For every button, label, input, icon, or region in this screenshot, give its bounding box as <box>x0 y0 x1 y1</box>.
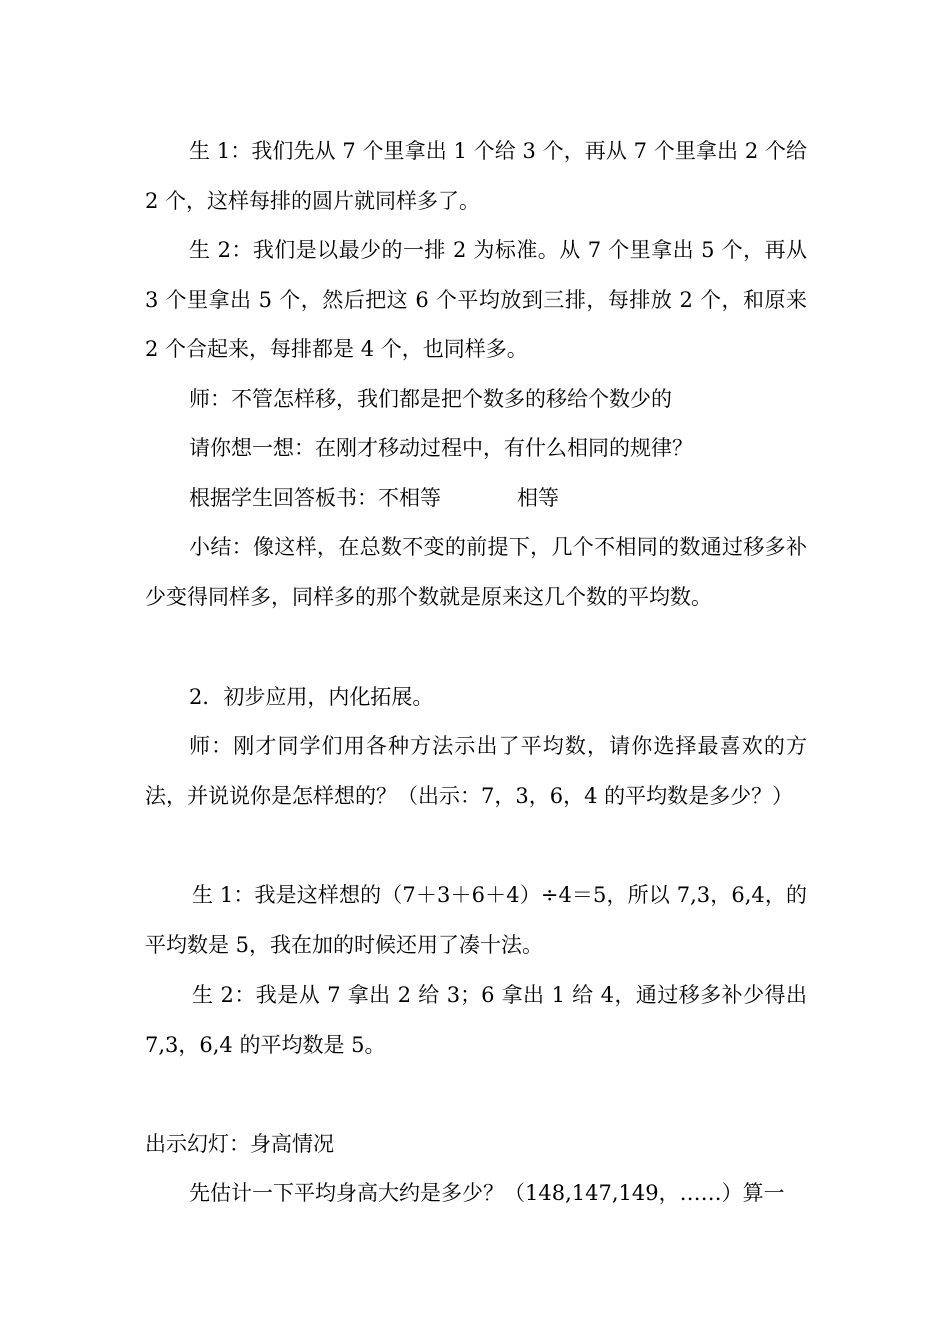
paragraph-question: 请你想一想：在刚才移动过程中，有什么相同的规律？ <box>189 436 693 460</box>
paragraph-student1-answer: 生 1：我是这样想的（7＋3＋6＋4）÷4＝5，所以 7,3，6,4，的平均数是 5，我在加的时候还用了凑十法。 <box>145 883 807 957</box>
paragraph-height-estimate: 先估计一下平均身高大约是多少？（148,147,149，……）算一 <box>189 1181 785 1205</box>
paragraph-summary: 小结：像这样，在总数不变的前提下，几个不相同的数通过移多补少变得同样多，同样多的那个数就是原来这几个数的平均数。 <box>145 535 807 609</box>
blackboard-text-equal: 相等 <box>517 486 559 510</box>
paragraph-blackboard <box>145 474 807 524</box>
paragraph-teacher-question: 师：刚才同学们用各种方法示出了平均数，请你选择最喜欢的方法，并说说你是怎样想的？（出示：7，3，6，4 的平均数是多少？） <box>145 734 807 808</box>
paragraph-student2-method: 生 2：我们是以最少的一排 2 为标准。从 7 个里拿出 5 个，再从 3 个里拿出 5 个，然后把这 6 个平均放到三排，每排放 2 个，和原来 2 个合起来，每排都是 4 个，也同样多。 <box>145 238 807 361</box>
blackboard-text-unequal: 根据学生回答板书：不相等 <box>189 486 441 510</box>
paragraph-student2-answer: 生 2：我是从 7 拿出 2 给 3；6 拿出 1 给 4，通过移多补少得出 7,3，6,4 的平均数是 5。 <box>145 983 807 1057</box>
paragraph-teacher-remark: 师：不管怎样移，我们都是把个数多的移给个数少的 <box>189 387 672 411</box>
paragraph-slide-heading: 出示幻灯：身高情况 <box>145 1132 334 1156</box>
section-heading-application: 2．初步应用，内化拓展。 <box>189 685 434 709</box>
paragraph-student1-method: 生 1：我们先从 7 个里拿出 1 个给 3 个，再从 7 个里拿出 2 个给 2 个，这样每排的圆片就同样多了。 <box>145 139 807 213</box>
